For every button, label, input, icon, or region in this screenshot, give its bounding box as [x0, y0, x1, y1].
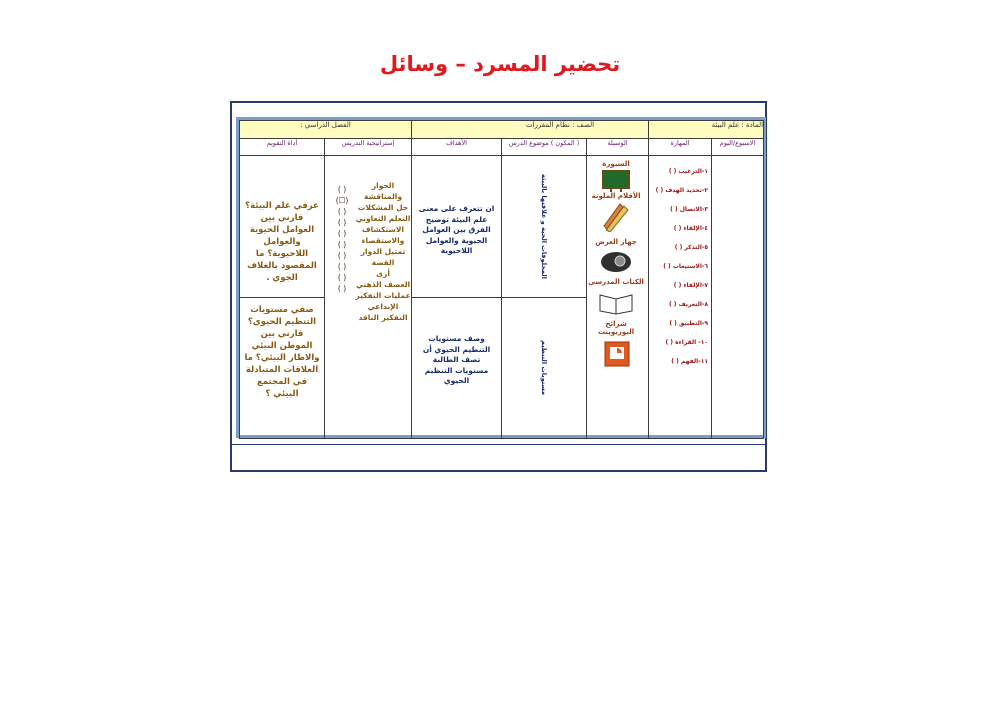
objectives-text-1: ان تتعرف على معنى علم البيئة توضيح الفرق بين العوامل الحيوية والعوامل اللاحيوية — [418, 204, 495, 255]
objectives-cell-2 — [412, 298, 502, 439]
strategy-checkbox[interactable]: ( ) — [337, 207, 347, 216]
strategy-item: الاستكشاف والاستقصاء — [361, 225, 405, 245]
objectives-cell-1 — [412, 156, 502, 298]
strategy-item: عمليات التفكير — [355, 291, 411, 300]
strategy-checkbox[interactable]: ( ) — [337, 251, 347, 260]
strategy-checkbox[interactable]: ( ) — [337, 240, 347, 249]
col-week-day: الاسبوع/اليوم — [712, 139, 764, 156]
skill-item: ٧-الإلقاء ( ) — [673, 282, 709, 289]
col-media: الوسيلة — [587, 139, 649, 156]
skill-item: ٨-التعريف ( ) — [668, 301, 709, 308]
skill-item: ١٠- القراءة ( ) — [665, 339, 709, 346]
topic-cell-2 — [502, 298, 587, 439]
skill-item: ٩-التطبيق ( ) — [669, 320, 709, 327]
strategy-checkbox[interactable]: (☐) — [335, 196, 349, 205]
skills-cell — [649, 156, 712, 439]
skill-item: ٦-الاستيعاب ( ) — [663, 263, 709, 270]
class-cell: الصف : نظام المقررات — [412, 121, 649, 139]
header-row — [240, 121, 764, 139]
objectives-text-2: وصف مستويات التنظيم الحيوي أن تصف الطالبة مستويات التنظيم الحيوي — [422, 334, 491, 385]
assessment-cell-1 — [240, 156, 325, 298]
skill-item: ٤-الإلقاء ( ) — [673, 225, 709, 232]
content-row-1 — [240, 156, 764, 298]
strategy-list — [355, 180, 411, 323]
strategy-item: الإبداعي — [367, 302, 399, 311]
assessment-text-2: صفي مستويات التنظيم الحيوي؟ قارني بين الموطن البيئي والاطار البيئي؟ ما العلاقات المتبادلة في المجتمع البيئي ؟ — [244, 305, 320, 399]
strategy-checkbox[interactable]: ( ) — [337, 284, 347, 293]
skill-item: ١-الترغيب ( ) — [668, 168, 709, 175]
media-board-label: السبورة — [602, 160, 630, 168]
skill-item: ٥-التذكر ( ) — [674, 244, 709, 251]
media-projector-label: جهاز العرض — [595, 238, 637, 246]
col-objectives: الأهداف — [412, 139, 502, 156]
skill-item: ٣-الاتصال ( ) — [670, 206, 709, 213]
bottom-rule — [232, 444, 765, 445]
col-skill: المهارة — [649, 139, 712, 156]
strategy-item: حل المشكلات — [357, 203, 409, 212]
assessment-cell-2 — [240, 298, 325, 439]
strategy-item: العصف الذهني — [355, 280, 411, 289]
media-book-label: الكتاب المدرسي — [588, 278, 644, 286]
col-lesson-topic: ( المكون ) موضوع الدرس — [502, 139, 587, 156]
strategy-marks — [329, 180, 355, 323]
assessment-text-1: عرفي علم البيئة؟ قارني بين العوامل الحيوية والعوامل اللاحيوية؟ ما المقصود بالغلاف الجوي . — [245, 201, 319, 283]
book-icon — [598, 289, 634, 315]
projector-icon — [600, 248, 632, 274]
week-day-cell — [712, 156, 764, 439]
topic-cell-1 — [502, 156, 587, 298]
strategy-item: الحوار والمناقشة — [363, 181, 403, 201]
semester-cell: الفصل الدراسي : — [240, 121, 412, 139]
skills-list — [649, 156, 711, 371]
col-assessment: أداة التقويم — [240, 139, 325, 156]
strategy-checkbox[interactable]: ( ) — [337, 273, 347, 282]
strategy-item: التفكير الناقد — [358, 313, 408, 322]
media-slides-label: شرائح البوربوينت — [597, 320, 635, 336]
topic-text-2: مستويات التنظيم — [540, 340, 549, 396]
strategy-item: القصة — [371, 258, 395, 267]
topic-text-1: المخلوقات الحية و علاقتها بالبيئة — [540, 174, 549, 279]
skill-item: ٢-تحديد الهدف ( ) — [655, 187, 709, 194]
strategy-item: التعلم التعاوني — [355, 214, 411, 223]
strategy-item: أرى — [376, 269, 390, 278]
skill-item: ١١-الفهم ( ) — [671, 358, 709, 365]
lesson-plan-table — [239, 120, 764, 439]
strategy-checkbox[interactable]: ( ) — [337, 229, 347, 238]
media-cell — [587, 156, 649, 439]
pens-icon — [602, 202, 630, 232]
media-pens-label: الأقلام الملونة — [591, 192, 641, 200]
strategy-checkbox[interactable]: ( ) — [337, 262, 347, 271]
chalkboard-icon — [602, 170, 630, 192]
page-title: تحضير المسرد – وسائل — [379, 52, 621, 76]
col-strategy: إستراتيجية التدريس — [325, 139, 412, 156]
strategy-checkbox[interactable]: ( ) — [337, 218, 347, 227]
strategy-checkbox[interactable]: ( ) — [337, 185, 347, 194]
strategy-cell — [325, 156, 412, 439]
column-header-row — [240, 139, 764, 156]
strategy-item: تمثيل الدوار — [360, 247, 406, 256]
subject-cell: المادة : علم البيئة — [649, 121, 764, 139]
powerpoint-icon — [604, 341, 630, 367]
